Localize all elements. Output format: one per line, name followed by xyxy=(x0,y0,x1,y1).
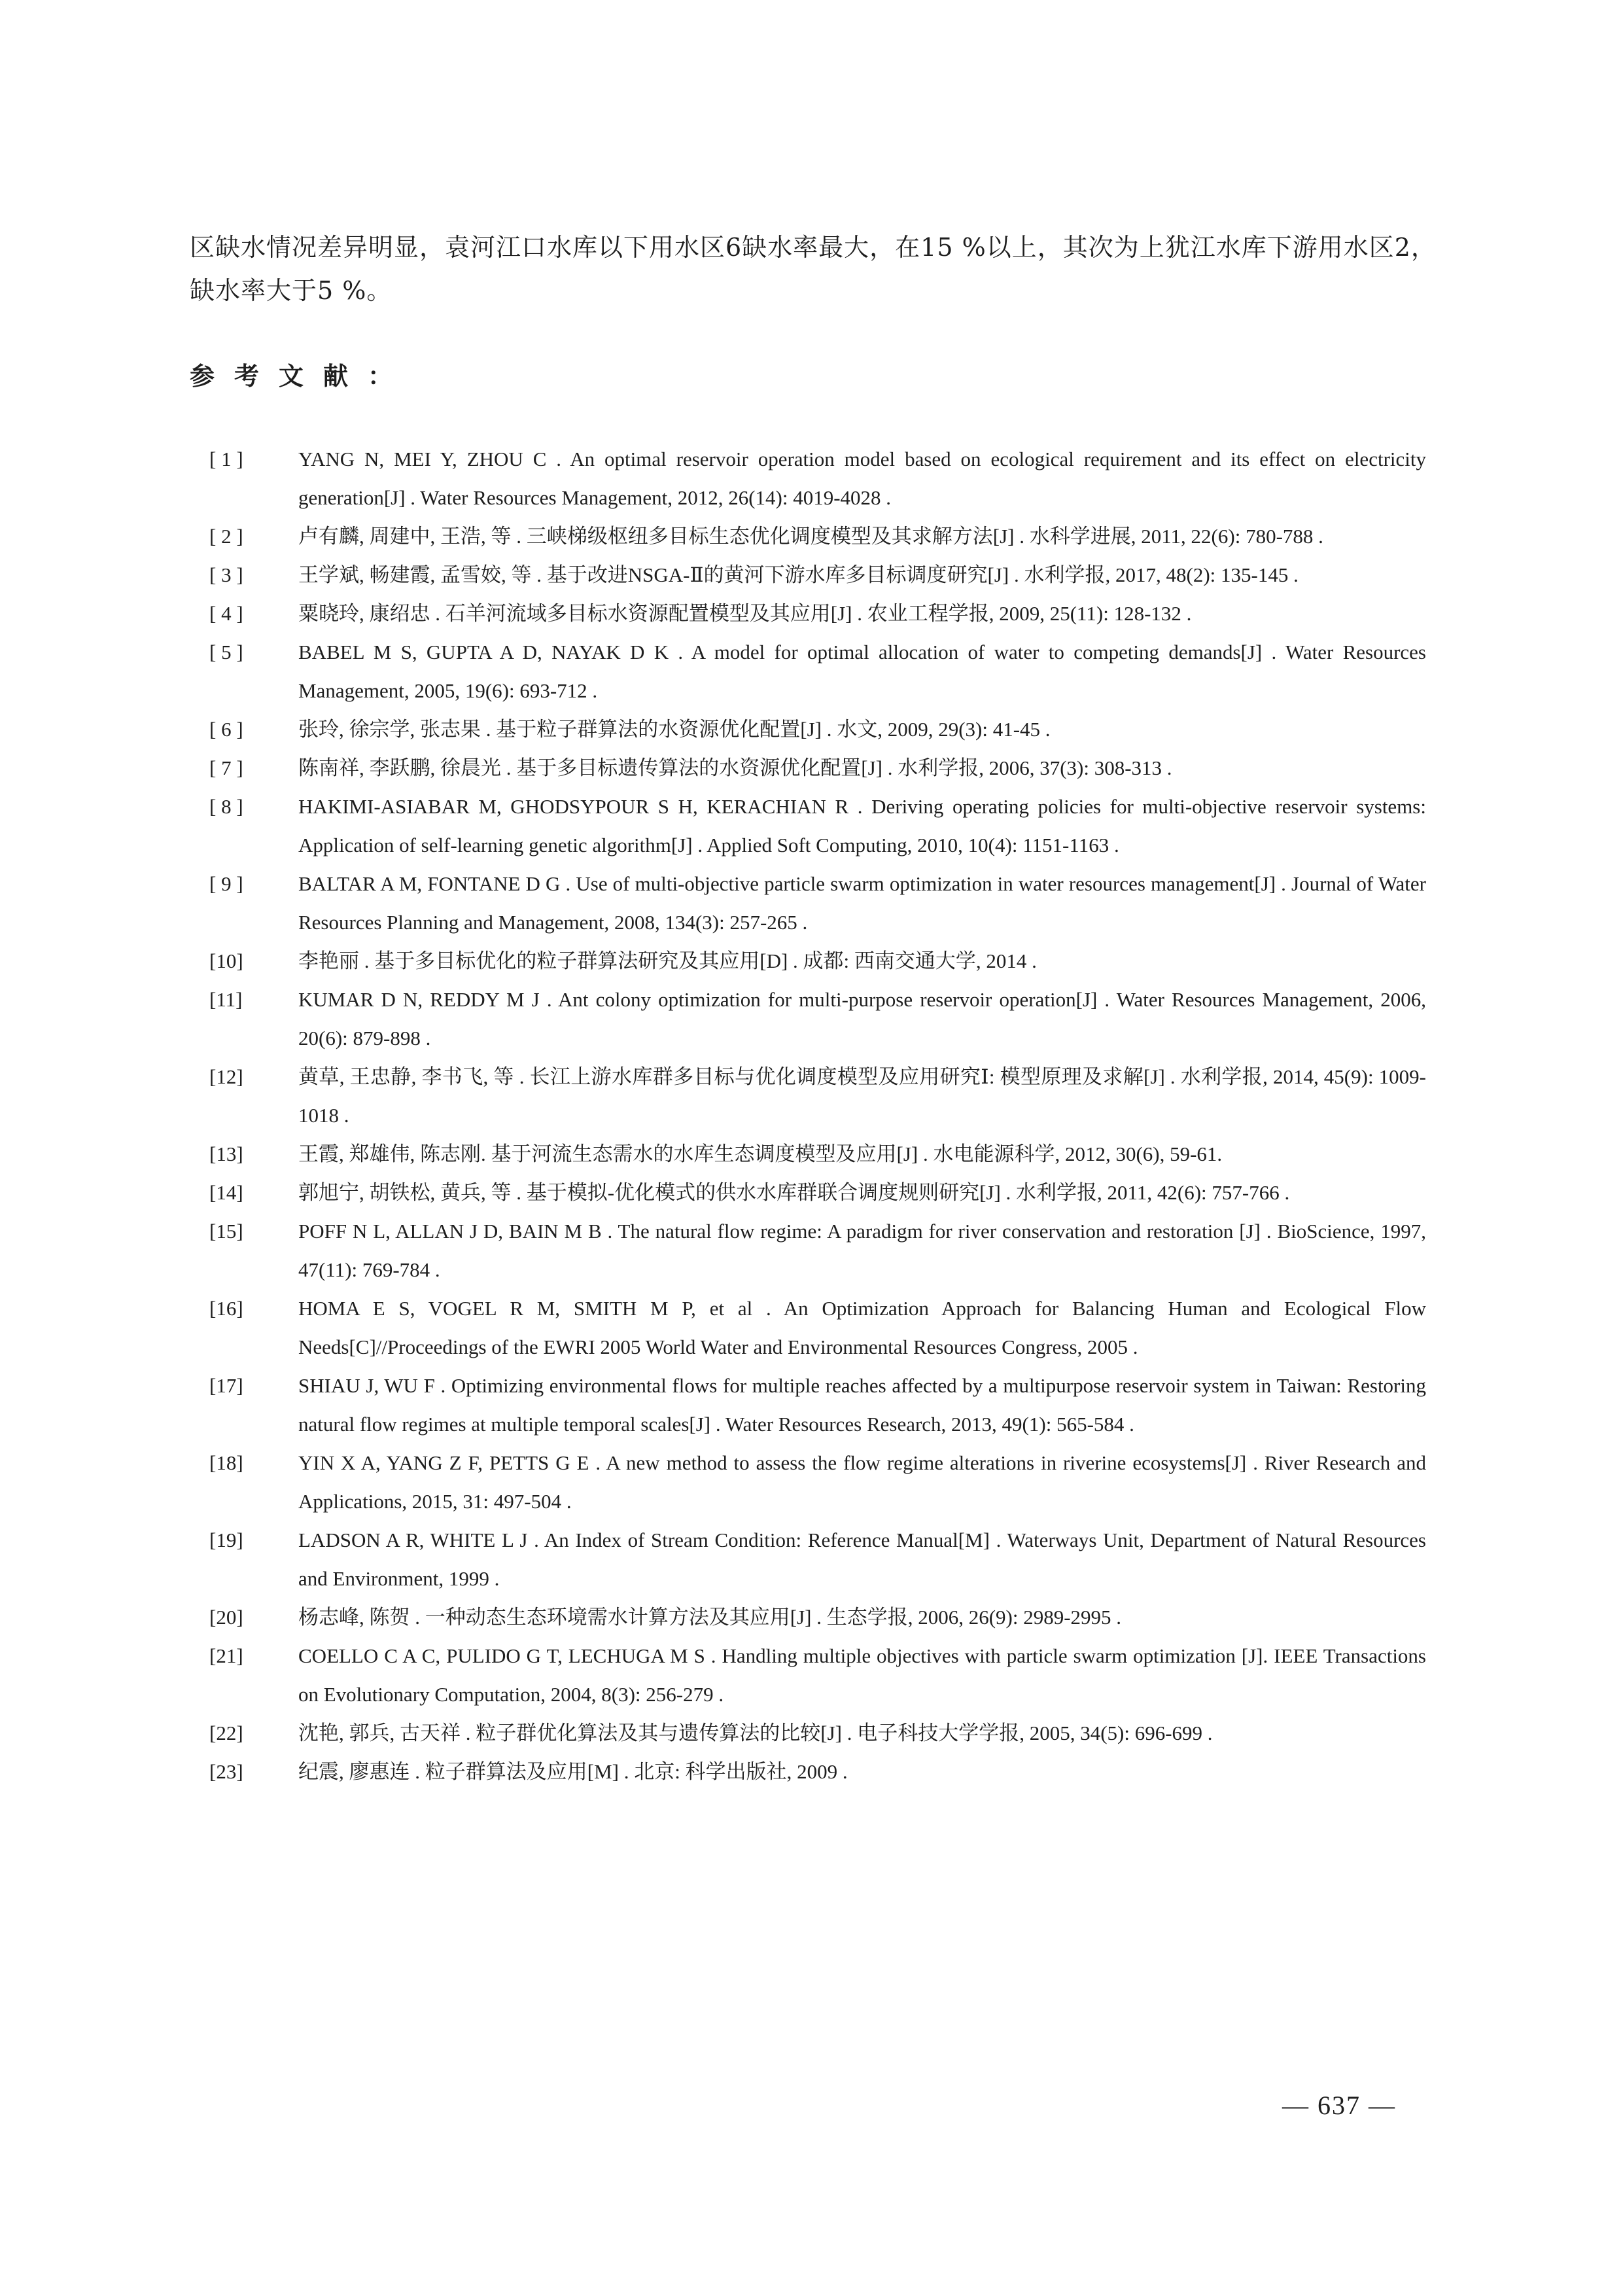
reference-number: [19] xyxy=(209,1528,243,1551)
reference-text: 王霞, 郑雄伟, 陈志刚. 基于河流生态需水的水库生态调度模型及应用[J] . 水电能源科学, 2012, 30(6), 59-61. xyxy=(298,1142,1223,1165)
page-number: — 637 — xyxy=(1282,2091,1396,2120)
reference-number: [16] xyxy=(209,1297,243,1320)
reference-item xyxy=(209,440,1426,517)
reference-item xyxy=(209,1636,1426,1714)
reference-text: BABEL M S, GUPTA A D, NAYAK D K . A model for optimal allocation of water to competing demands[J] . Water Resources Management, 2005, 19(6): 693-712 . xyxy=(298,641,1426,702)
reference-item xyxy=(209,864,1426,942)
reference-item xyxy=(209,1521,1426,1598)
reference-item xyxy=(209,1752,1426,1791)
reference-item xyxy=(209,1135,1426,1173)
reference-item xyxy=(209,1598,1426,1636)
reference-item xyxy=(209,1173,1426,1212)
reference-number: [ 4 ] xyxy=(209,602,243,625)
reference-text: SHIAU J, WU F . Optimizing environmental flows for multiple reaches affected by a multipurpose reservoir system in Taiwan: Restoring natural flow regimes at multiple temporal scales[J] . Water Resources Research, 2013, 49(1): 565-584 . xyxy=(298,1374,1426,1436)
reference-number: [ 9 ] xyxy=(209,872,243,895)
reference-text: 粟晓玲, 康绍忠 . 石羊河流域多目标水资源配置模型及其应用[J] . 农业工程学报, 2009, 25(11): 128-132 . xyxy=(298,602,1192,625)
intro-text: 区缺水情况差异明显，袁河江口水库以下用水区6缺水率最大，在15 %以上，其次为上犹江水库下游用水区2，缺水率大于5 %。 xyxy=(190,233,1437,305)
reference-number: [10] xyxy=(209,949,243,972)
reference-text: POFF N L, ALLAN J D, BAIN M B . The natural flow regime: A paradigm for river conservation and restoration [J] . BioScience, 1997, 47(11): 769-784 . xyxy=(298,1220,1426,1281)
reference-item xyxy=(209,1443,1426,1521)
reference-number: [15] xyxy=(209,1220,243,1243)
reference-number: [ 6 ] xyxy=(209,718,243,741)
references-heading: 参考文献： xyxy=(190,362,413,391)
reference-number: [12] xyxy=(209,1065,243,1088)
reference-number: [ 7 ] xyxy=(209,756,243,779)
reference-text: YANG N, MEI Y, ZHOU C . An optimal reservoir operation model based on ecological requirement and its effect on electricity generation[J] . Water Resources Management, 2012, 26(14): 4019-4028 . xyxy=(298,448,1426,509)
reference-item xyxy=(209,1212,1426,1289)
reference-item xyxy=(209,710,1426,749)
reference-number: [ 3 ] xyxy=(209,563,243,586)
reference-item xyxy=(209,1366,1426,1443)
reference-item xyxy=(209,980,1426,1057)
reference-text: BALTAR A M, FONTANE D G . Use of multi-objective particle swarm optimization in water resources management[J] . Journal of Water Resources Planning and Management, 2008, 134(3): 257-265 . xyxy=(298,872,1426,934)
reference-number: [13] xyxy=(209,1142,243,1165)
reference-text: 郭旭宁, 胡铁松, 黄兵, 等 . 基于模拟-优化模式的供水水库群联合调度规则研究[J] . 水利学报, 2011, 42(6): 757-766 . xyxy=(298,1181,1290,1204)
reference-text: 卢有麟, 周建中, 王浩, 等 . 三峡梯级枢纽多目标生态优化调度模型及其求解方法[J] . 水科学进展, 2011, 22(6): 780-788 . xyxy=(298,525,1323,548)
reference-text: HOMA E S, VOGEL R M, SMITH M P, et al . An Optimization Approach for Balancing Human and Ecological Flow Needs[C]//Proceedings of the EWRI 2005 World Water and Environmental Resources Congress, 2005 . xyxy=(298,1297,1426,1358)
intro-paragraph xyxy=(190,226,1459,312)
reference-number: [ 1 ] xyxy=(209,448,243,470)
reference-number: [ 5 ] xyxy=(209,641,243,663)
reference-text: 沈艳, 郭兵, 古天祥 . 粒子群优化算法及其与遗传算法的比较[J] . 电子科技大学学报, 2005, 34(5): 696-699 . xyxy=(298,1722,1213,1744)
reference-text: 黄草, 王忠静, 李书飞, 等 . 长江上游水库群多目标与优化调度模型及应用研究Ⅰ: 模型原理及求解[J] . 水利学报, 2014, 45(9): 1009-1018 . xyxy=(298,1065,1426,1127)
reference-item xyxy=(209,787,1426,864)
reference-number: [11] xyxy=(209,988,243,1011)
reference-item xyxy=(209,633,1426,710)
reference-item xyxy=(209,594,1426,633)
reference-number: [ 2 ] xyxy=(209,525,243,548)
reference-text: 纪震, 廖惠连 . 粒子群算法及应用[M] . 北京: 科学出版社, 2009 . xyxy=(298,1760,848,1783)
reference-text: KUMAR D N, REDDY M J . Ant colony optimization for multi-purpose reservoir operation[J] . Water Resources Management, 2006, 20(6): 879-898 . xyxy=(298,988,1426,1050)
reference-item xyxy=(209,1289,1426,1366)
reference-number: [21] xyxy=(209,1644,243,1667)
reference-item xyxy=(209,517,1426,556)
reference-number: [17] xyxy=(209,1374,243,1397)
reference-item xyxy=(209,1057,1426,1135)
reference-item xyxy=(209,1714,1426,1752)
reference-number: [23] xyxy=(209,1760,243,1783)
reference-text: LADSON A R, WHITE L J . An Index of Stream Condition: Reference Manual[M] . Waterways Unit, Department of Natural Resources and Environment, 1999 . xyxy=(298,1528,1426,1590)
reference-text: 张玲, 徐宗学, 张志果 . 基于粒子群算法的水资源优化配置[J] . 水文, 2009, 29(3): 41-45 . xyxy=(298,718,1051,741)
reference-text: 王学斌, 畅建霞, 孟雪姣, 等 . 基于改进NSGA-Ⅱ的黄河下游水库多目标调度研究[J] . 水利学报, 2017, 48(2): 135-145 . xyxy=(298,563,1299,586)
reference-list xyxy=(209,440,1426,1791)
reference-number: [14] xyxy=(209,1181,243,1204)
reference-item xyxy=(209,942,1426,980)
reference-text: COELLO C A C, PULIDO G T, LECHUGA M S . Handling multiple objectives with particle swarm optimization [J]. IEEE Transactions on Evolutionary Computation, 2004, 8(3): 256-279 . xyxy=(298,1644,1426,1706)
reference-text: 陈南祥, 李跃鹏, 徐晨光 . 基于多目标遗传算法的水资源优化配置[J] . 水利学报, 2006, 37(3): 308-313 . xyxy=(298,756,1172,779)
reference-number: [22] xyxy=(209,1722,243,1744)
reference-text: YIN X A, YANG Z F, PETTS G E . A new method to assess the flow regime alterations in riverine ecosystems[J] . River Research and Applications, 2015, 31: 497-504 . xyxy=(298,1451,1426,1513)
reference-text: HAKIMI-ASIABAR M, GHODSYPOUR S H, KERACHIAN R . Deriving operating policies for multi-objective reservoir systems: Application of self-learning genetic algorithm[J] . Applied Soft Computing, 2010, 10(4): 1151-1163 . xyxy=(298,795,1426,857)
reference-number: [20] xyxy=(209,1606,243,1629)
reference-text: 杨志峰, 陈贺 . 一种动态生态环境需水计算方法及其应用[J] . 生态学报, 2006, 26(9): 2989-2995 . xyxy=(298,1606,1122,1629)
reference-item xyxy=(209,556,1426,594)
reference-text: 李艳丽 . 基于多目标优化的粒子群算法研究及其应用[D] . 成都: 西南交通大学, 2014 . xyxy=(298,949,1037,972)
reference-item xyxy=(209,749,1426,787)
reference-number: [ 8 ] xyxy=(209,795,243,818)
reference-number: [18] xyxy=(209,1451,243,1474)
